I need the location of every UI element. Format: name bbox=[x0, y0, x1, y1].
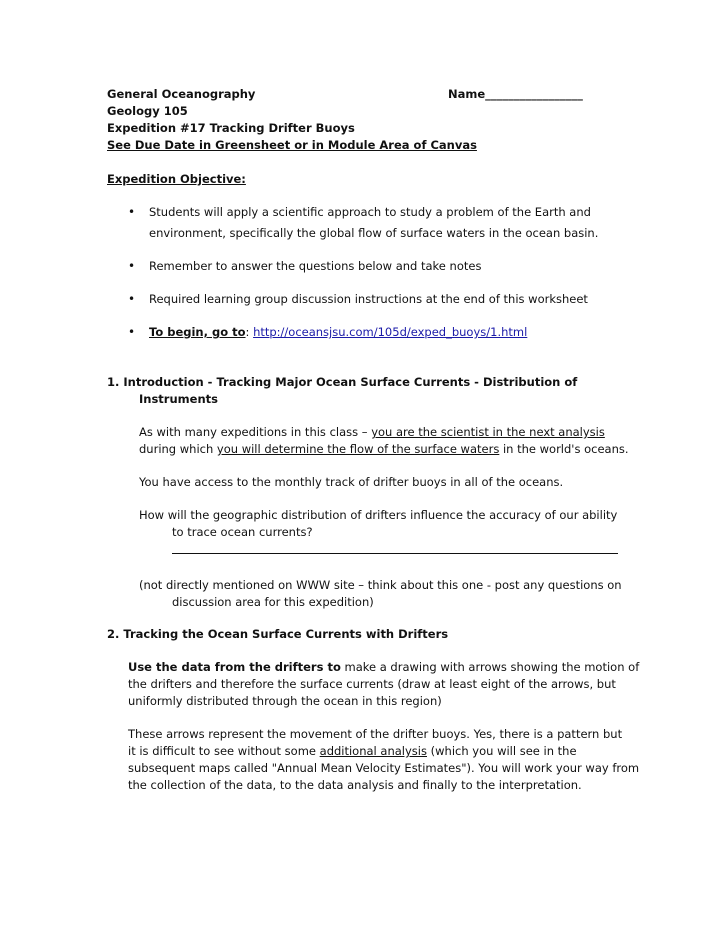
course-title: General Oceanography bbox=[107, 87, 256, 101]
text-run: make a drawing with arrows showing the motion of bbox=[340, 660, 640, 674]
bullet-glyph: • bbox=[128, 292, 136, 306]
text-run: (which you will see in the bbox=[426, 744, 577, 758]
due-date-note: See Due Date in Greensheet or in Module Area of Canvas bbox=[107, 138, 477, 152]
underlined-text: you are the scientist in the next analysis bbox=[371, 425, 605, 439]
text-run: As with many expeditions in this class – bbox=[139, 425, 372, 439]
question-text: How will the geographic distribution of drifters influence the accuracy of our ability bbox=[139, 508, 618, 522]
course-number: Geology 105 bbox=[107, 104, 188, 118]
section2-paragraph-2-cont bbox=[128, 743, 577, 760]
answer-line bbox=[172, 553, 618, 554]
bullet-text: Required learning group discussion instructions at the end of this worksheet bbox=[149, 292, 588, 306]
bullet-text: Remember to answer the questions below and take notes bbox=[149, 259, 482, 273]
begin-label: To begin, go to bbox=[149, 325, 246, 339]
bullet-glyph: • bbox=[128, 205, 136, 219]
bullet-glyph: • bbox=[128, 259, 136, 273]
bullet-text: Students will apply a scientific approach to study a problem of the Earth and bbox=[149, 205, 591, 219]
begin-colon: : bbox=[245, 325, 254, 339]
expedition-link[interactable]: http://oceansjsu.com/105d/exped_buoys/1.html bbox=[253, 325, 528, 339]
section2-paragraph bbox=[128, 659, 639, 676]
section2-paragraph-2-cont: the collection of the data, to the data analysis and finally to the interpretation. bbox=[128, 778, 582, 792]
section1-paragraph-2: You have access to the monthly track of drifter buoys in all of the oceans. bbox=[139, 475, 564, 489]
section2-paragraph-2: These arrows represent the movement of the drifter buoys. Yes, there is a pattern but bbox=[128, 727, 623, 741]
begin-instruction bbox=[149, 324, 527, 341]
bullet-text: environment, specifically the global flow of surface waters in the ocean basin. bbox=[149, 226, 599, 240]
bold-text: Use the data from the drifters to bbox=[128, 660, 341, 674]
expedition-title: Expedition #17 Tracking Drifter Buoys bbox=[107, 121, 355, 135]
text-run: it is difficult to see without some bbox=[128, 744, 320, 758]
section2-paragraph-cont: uniformly distributed through the ocean in this region) bbox=[128, 694, 442, 708]
text-run: in the world's oceans. bbox=[499, 442, 629, 456]
objective-heading: Expedition Objective: bbox=[107, 172, 246, 186]
text-run: during which bbox=[139, 442, 217, 456]
question-text-cont: to trace ocean currents? bbox=[172, 525, 313, 539]
underlined-text: you will determine the flow of the surface waters bbox=[216, 442, 500, 456]
section1-heading: 1. Introduction - Tracking Major Ocean Surface Currents - Distribution of bbox=[107, 375, 578, 389]
bullet-glyph: • bbox=[128, 325, 136, 339]
section2-paragraph-cont: the drifters and therefore the surface currents (draw at least eight of the arrows, but bbox=[128, 677, 616, 691]
underlined-text: additional analysis bbox=[319, 744, 427, 758]
note-text-cont: discussion area for this expedition) bbox=[172, 595, 374, 609]
section2-heading: 2. Tracking the Ocean Surface Currents with Drifters bbox=[107, 627, 449, 641]
section1-paragraph bbox=[139, 424, 605, 441]
section1-paragraph-cont bbox=[139, 441, 629, 458]
name-field-label: Name_________________ bbox=[448, 87, 583, 101]
section1-heading-cont: Instruments bbox=[139, 392, 218, 406]
section2-paragraph-2-cont: subsequent maps called "Annual Mean Velocity Estimates"). You will work your way from bbox=[128, 761, 640, 775]
note-text: (not directly mentioned on WWW site – think about this one - post any questions on bbox=[139, 578, 622, 592]
